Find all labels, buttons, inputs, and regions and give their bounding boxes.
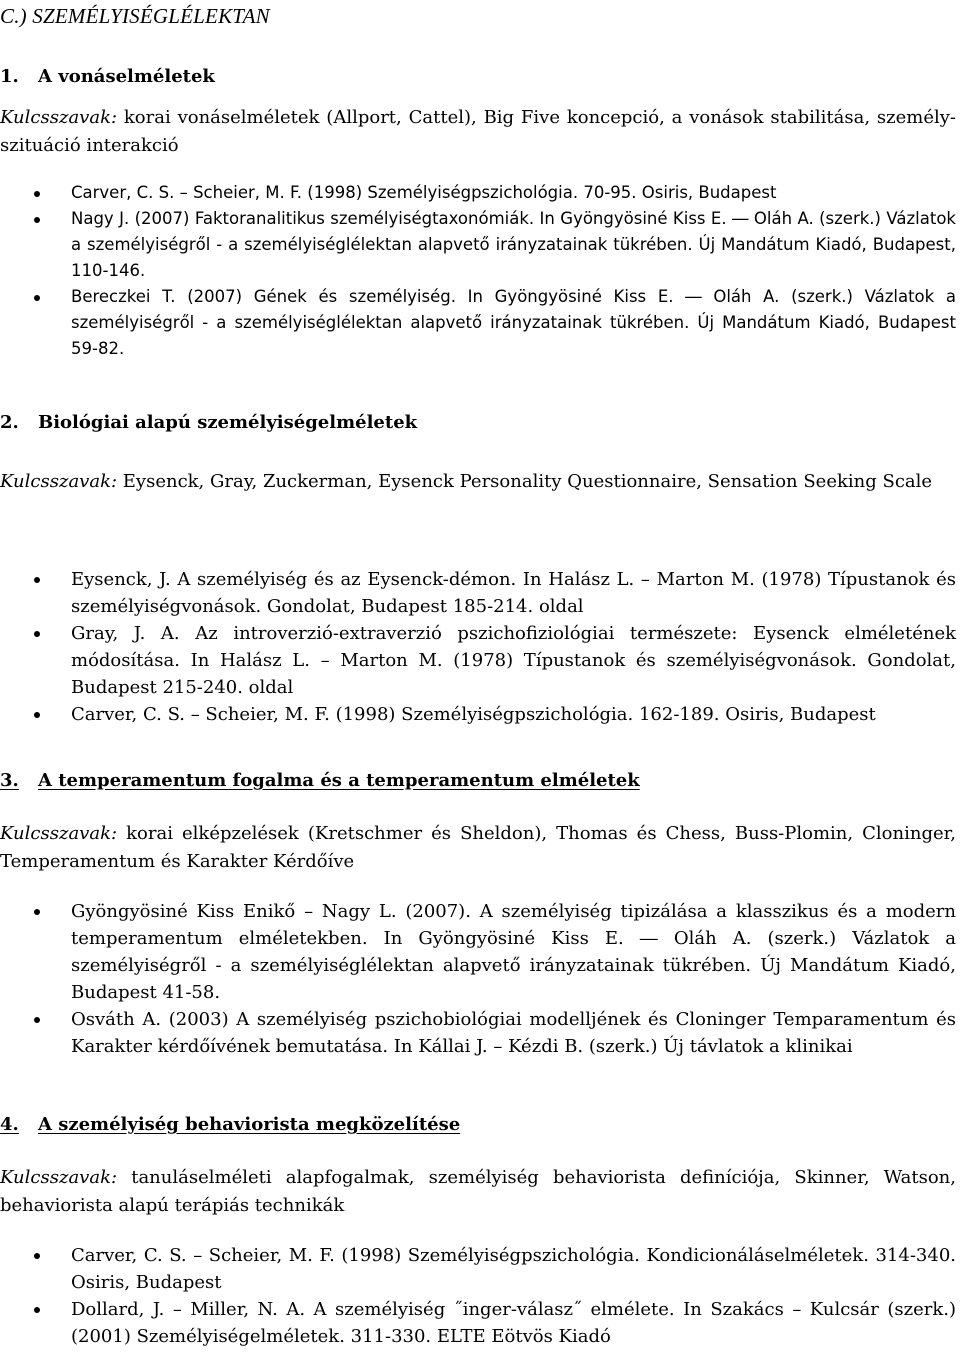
section-title: A személyiség behaviorista megközelítése [38,1114,461,1135]
section-3-references [0,898,956,1060]
bullet-icon [34,1253,40,1259]
bullet-icon [34,577,40,583]
reference-item: Gyöngyösiné Kiss Enikő – Nagy L. (2007). A személyiség tipizálása a klasszikus és a modern temperamentum elméletekben. In Gyöngyösiné Kiss E. ― Oláh A. (szerk.) Vázlatok a személyiségről - a személyiséglélektan alapvető irányzatainak tükrében. Új Mandátum Kiadó, Budapest 41-58. [0,898,956,1006]
section-3-heading [0,770,640,791]
reference-item: Carver, C. S. – Scheier, M. F. (1998) Személyiségpszichológia. Kondicionáláselméletek. 314-340. Osiris, Budapest [0,1242,956,1296]
section-1-heading [0,66,215,87]
section-4-keywords [0,1164,956,1220]
keywords-text: tanuláselméleti alapfogalmak, személyiség behaviorista definíciója, Skinner, Watson, behaviorista alapú terápiás technikák [0,1167,956,1216]
reference-item: Carver, C. S. – Scheier, M. F. (1998) Személyiségpszichológia. 162-189. Osiris, Budapest [0,701,956,728]
keywords-label: Kulcsszavak: [0,107,118,128]
reference-item: Nagy J. (2007) Faktoranalitikus személyiségtaxonómiák. In Gyöngyösiné Kiss E. ― Oláh A. (szerk.) Vázlatok a személyiségről - a személyiséglélektan alapvető irányzatainak tükrében. Új Mandátum Kiadó, Budapest, 110-146. [0,206,956,284]
bullet-icon [34,191,40,197]
keywords-label: Kulcsszavak: [0,823,118,844]
section-number: 3. [0,770,19,791]
reference-item: Bereczkei T. (2007) Gének és személyiség. In Gyöngyösiné Kiss E. ― Oláh A. (szerk.) Vázlatok a személyiségről - a személyiséglélektan alapvető irányzatainak tükrében. Új Mandátum Kiadó, Budapest 59-82. [0,284,956,362]
section-4-references [0,1242,956,1350]
document-title: C.) SZEMÉLYISÉGLÉLEKTAN [0,4,270,28]
keywords-text: korai elképzelések (Kretschmer és Sheldon), Thomas és Chess, Buss-Plomin, Cloninger, Temperamentum és Karakter Kérdőíve [0,823,956,872]
section-title: A temperamentum fogalma és a temperamentum elméletek [38,770,640,791]
reference-item: Osváth A. (2003) A személyiség pszichobiológiai modelljének és Cloninger Temparamentum és Karakter kérdőívének bemutatása. In Kállai J. – Kézdi B. (szerk.) Új távlatok a klinikai [0,1006,956,1060]
bullet-icon [34,631,40,637]
reference-item: Eysenck, J. A személyiség és az Eysenck-démon. In Halász L. – Marton M. (1978) Típustanok és személyiségvonások. Gondolat, Budapest 185-214. oldal [0,566,956,620]
keywords-text: korai vonáselméletek (Allport, Cattel), Big Five koncepció, a vonások stabilitása, személy-szituáció interakció [0,107,956,156]
section-2-references [0,566,956,728]
bullet-icon [34,1307,40,1313]
bullet-icon [34,217,40,223]
section-title: Biológiai alapú személyiségelméletek [38,412,418,433]
bullet-icon [34,295,40,301]
section-2-heading [0,412,417,433]
section-3-keywords [0,820,956,876]
section-number: 2. [0,412,19,433]
reference-item: Gray, J. A. Az introverzió-extraverzió pszichofiziológiai természete: Eysenck elméletének módosítása. In Halász L. – Marton M. (1978) Típustanok és személyiségvonások. Gondolat, Budapest 215-240. oldal [0,620,956,701]
bullet-icon [34,1017,40,1023]
section-title: A vonáselméletek [38,66,215,87]
bullet-icon [34,712,40,718]
section-number: 1. [0,66,19,87]
keywords-text: Eysenck, Gray, Zuckerman, Eysenck Personality Questionnaire, Sensation Seeking Scale [122,471,933,492]
section-2-keywords [0,462,956,502]
bullet-icon [34,909,40,915]
section-number: 4. [0,1114,19,1135]
keywords-label: Kulcsszavak: [0,471,118,492]
reference-item: Dollard, J. – Miller, N. A. A személyiség ˝inger-válasz˝ elmélete. In Szakács – Kulcsár (szerk.) (2001) Személyiségelméletek. 311-330. ELTE Eötvös Kiadó [0,1296,956,1350]
keywords-label: Kulcsszavak: [0,1167,118,1188]
section-1-references [0,180,956,362]
section-4-heading [0,1114,460,1135]
section-1-keywords [0,104,956,160]
reference-item: Carver, C. S. – Scheier, M. F. (1998) Személyiségpszichológia. 70-95. Osiris, Budapest [0,180,956,206]
